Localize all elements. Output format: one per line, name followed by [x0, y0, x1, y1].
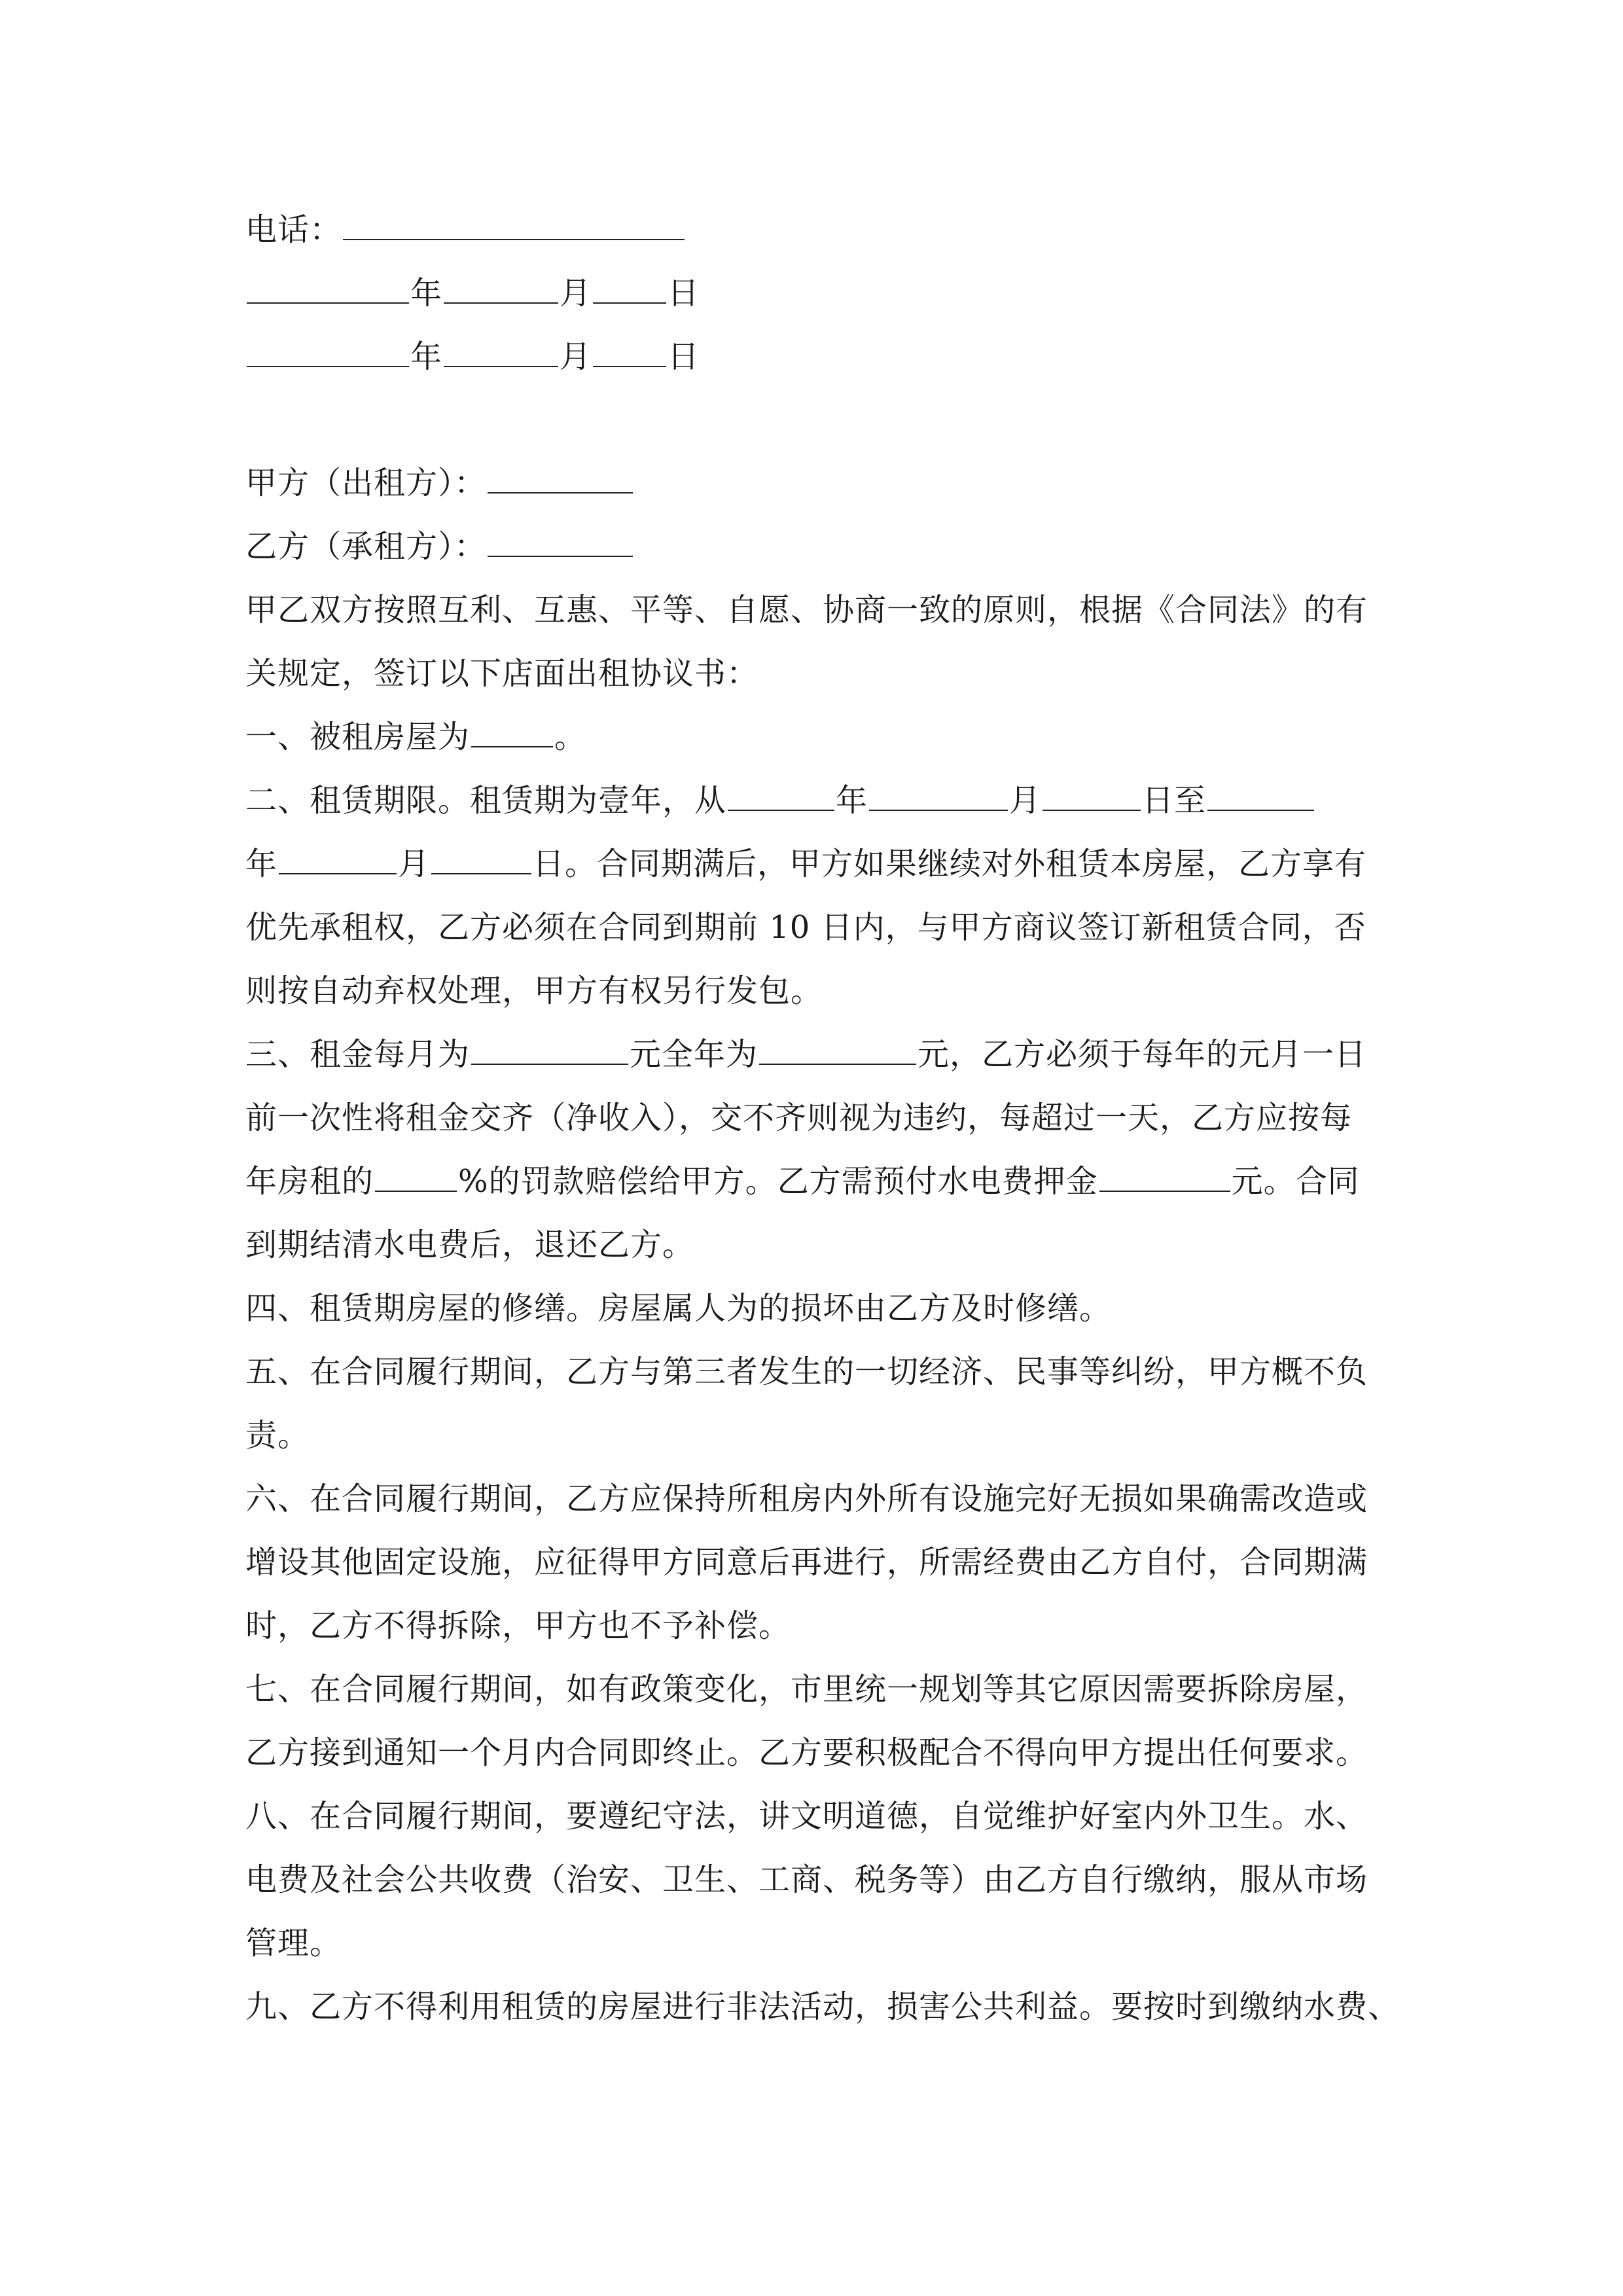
clause-5-line: 责。 [245, 1417, 310, 1454]
clause-8-line: 管理。 [245, 1925, 342, 1962]
day-blank[interactable] [593, 271, 666, 304]
clause-9-line: 九、乙方不得利用租赁的房屋进行非法活动，损害公共利益。要按时到缴纳水费、 [245, 1988, 1400, 2025]
penalty-percent-blank[interactable] [375, 1159, 457, 1192]
clause-text: 日。合同期满后，甲方如果继续对外租赁本房屋，乙方享有 [533, 846, 1367, 882]
clause-3-line: 到期结清水电费后，退还乙方。 [245, 1227, 695, 1263]
clause-text: 三、租金每月为 [245, 1036, 471, 1073]
month-label: 月 [560, 338, 592, 375]
party-b-blank[interactable] [488, 524, 633, 557]
clause-2-line: 则按自动弃权处理，甲方有权另行发包。 [245, 973, 823, 1009]
clause-3-line [245, 1150, 1384, 1213]
end-year-blank[interactable] [1207, 778, 1314, 811]
clause-text: 月 [1009, 782, 1042, 819]
clause-4: 四、租赁期房屋的修缮。房屋属人为的损坏由乙方及时修缮。 [245, 1290, 1112, 1327]
intro-line: 甲乙双方按照互利、互惠、平等、自愿、协商一致的原则，根据《合同法》的有 [245, 592, 1368, 628]
contract-body [245, 452, 1400, 2039]
clause-text: 年 [836, 782, 868, 819]
annual-rent-blank[interactable] [759, 1032, 916, 1065]
date-line-1 [245, 262, 1384, 325]
party-b-label: 乙方（承租方）： [245, 528, 487, 565]
month-label: 月 [560, 275, 592, 312]
end-month-blank[interactable] [279, 842, 397, 874]
signature-block [245, 198, 1384, 389]
clause-8-line: 电费及社会公共收费（治安、卫生、工商、税务等）由乙方自行缴纳，服从市场 [245, 1861, 1368, 1898]
clause-text: 一、被租房屋为 [245, 719, 471, 755]
clause-text: %的罚款赔偿给甲方。乙方需预付水电费押金 [458, 1163, 1098, 1200]
premises-blank[interactable] [471, 715, 553, 747]
date-line-2 [245, 325, 1384, 389]
clause-text: 元，乙方必须于每年的元月一日 [918, 1036, 1367, 1073]
phone-line [245, 198, 1384, 262]
year-label: 年 [410, 338, 443, 375]
clause-text: 二、租赁期限。租赁期为壹年，从 [245, 782, 727, 819]
clause-text: 年房租的 [245, 1163, 374, 1200]
intro-line: 关规定，签订以下店面出租协议书： [245, 655, 759, 692]
day-label: 日 [668, 275, 700, 312]
phone-label: 电话： [245, 211, 342, 248]
phone-blank[interactable] [343, 207, 685, 240]
party-a-blank[interactable] [488, 461, 633, 493]
clause-2-line [245, 769, 1384, 833]
clause-8-line: 八、在合同履行期间，要遵纪守法，讲文明道德，自觉维护好室内外卫生。水、 [245, 1798, 1368, 1835]
start-month-blank[interactable] [869, 778, 1008, 811]
clause-text: 。 [554, 719, 587, 755]
start-day-blank[interactable] [1043, 778, 1141, 811]
party-a-label: 甲方（出租方）： [245, 465, 487, 501]
clause-7-line: 七、在合同履行期间，如有政策变化，市里统一规划等其它原因需要拆除房屋， [245, 1671, 1368, 1708]
monthly-rent-blank[interactable] [471, 1032, 628, 1065]
clause-5-line: 五、在合同履行期间，乙方与第三者发生的一切经济、民事等纠纷，甲方概不负 [245, 1354, 1368, 1390]
clause-text: 日至 [1142, 782, 1207, 819]
day-blank[interactable] [593, 334, 666, 367]
end-day-blank[interactable] [431, 842, 531, 874]
clause-1 [245, 706, 1384, 769]
clause-3-line [245, 1023, 1384, 1086]
clause-6-line: 时，乙方不得拆除，甲方也不予补偿。 [245, 1607, 791, 1644]
party-b-line [245, 515, 1384, 579]
clause-2-line: 优先承租权，乙方必须在合同到期前 10 日内，与甲方商议签订新租赁合同，否 [245, 909, 1366, 946]
clause-text: 年 [245, 846, 278, 882]
month-blank[interactable] [444, 271, 558, 304]
month-blank[interactable] [444, 334, 558, 367]
year-label: 年 [410, 275, 443, 312]
day-label: 日 [668, 338, 700, 375]
year-blank[interactable] [247, 271, 409, 304]
deposit-blank[interactable] [1099, 1159, 1230, 1192]
clause-text: 元。合同 [1231, 1163, 1360, 1200]
party-a-line [245, 452, 1384, 515]
start-year-blank[interactable] [728, 778, 834, 811]
clause-2-line [245, 833, 1384, 896]
clause-text: 元全年为 [630, 1036, 758, 1073]
year-blank[interactable] [247, 334, 409, 367]
clause-text: 月 [398, 846, 431, 882]
clause-7-line: 乙方接到通知一个月内合同即终止。乙方要积极配合不得向甲方提出任何要求。 [245, 1734, 1368, 1771]
clause-6-line: 增设其他固定设施，应征得甲方同意后再进行，所需经费由乙方自付，合同期满 [245, 1544, 1368, 1581]
clause-3-line: 前一次性将租金交齐（净收入），交不齐则视为违约，每超过一天，乙方应按每 [245, 1100, 1353, 1136]
clause-6-line: 六、在合同履行期间，乙方应保持所租房内外所有设施完好无损如果确需改造或 [245, 1480, 1368, 1517]
